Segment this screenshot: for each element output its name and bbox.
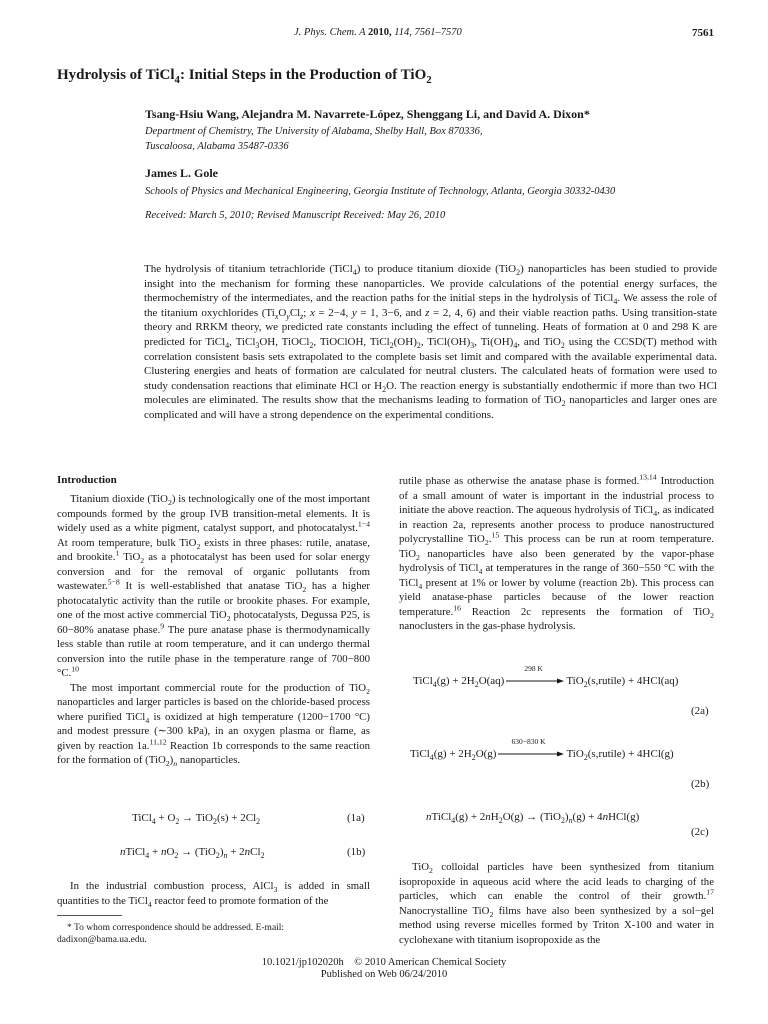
affiliation-1: Department of Chemistry, The University of Alabama, Shelby Hall, Box 870336, Tuscaloosa, Alabama 35487-0336 bbox=[145, 126, 483, 152]
footer-doi-line bbox=[0, 957, 768, 969]
received-dates: Received: March 5, 2010; Revised Manuscript Received: May 26, 2010 bbox=[145, 210, 446, 221]
affiliation-2: Schools of Physics and Mechanical Engineering, Georgia Institute of Technology, Atlanta, Georgia 30332-0430 bbox=[145, 186, 616, 197]
equation-2c-label: (2c) bbox=[691, 826, 709, 838]
arrow-condition-2b: 630−830 K bbox=[511, 737, 546, 747]
right-column-text bbox=[399, 474, 714, 634]
author-list-2: James L. Gole bbox=[145, 166, 218, 180]
equation-1a-label: (1a) bbox=[347, 812, 365, 824]
equation-2b-label: (2b) bbox=[691, 778, 710, 790]
right-paragraph-1: rutile phase as otherwise the anatase phase is formed.$^{13,14}$ Introduction of a small amount of water is important in the industrial process to initiate the above reaction. The aqueous hydrolysis of TiCl$_4$, as indicated in reaction 2a, represents another process to produce nanostructured polycrystalline TiO$_2$.$^{15}$ This process can be run at room temperature. TiO$_2$ nanoparticles have also been generated by the vapor-phase hydrolysis of TiCl$_4$ at temperatures in the range of 360−550 °C with the TiCl$_4$ present at 1% or lower by volume (reaction 2b). This process can yield anatase-phase particles because of the lower reaction temperature.$^{16}$ Reaction 2c represents the formation of TiO$_2$ nanoclusters in the gas-phase hydrolysis. bbox=[399, 472, 715, 632]
published-date: Published on Web 06/24/2010 bbox=[320, 969, 448, 980]
copyright: © 2010 American Chemical Society bbox=[354, 957, 507, 968]
journal-citation: J. Phys. Chem. A 2010, 114, 7561–7570 bbox=[294, 27, 462, 38]
intro-paragraph-2: The most important commercial route for the production of TiO$_2$ nanoparticles and larger particles is based on the chloride-based process where purified TiCl$_4$ is oxidized at high temperature (1200−1700 °C) and modest pressure (∼300 kPa), in an oxygen plasma or flame, as given by reaction 1a.$^{11,12}$ Reaction 1b corresponds to the same reaction for the formation of $(TiO_2)_n$ nanoparticles. bbox=[57, 681, 371, 769]
author-list-1: Tsang-Hsiu Wang, Alejandra M. Navarrete-López, Shenggang Li, and David A. Dixon* bbox=[145, 107, 590, 121]
reaction-arrow-2b bbox=[498, 737, 564, 758]
equation-2b: TiCl$_4$(g) + $2H_2O(g)$ 630−830 K TiO$_2$(s,rutile) + 4HCl(g) bbox=[410, 737, 674, 763]
abstract: The hydrolysis of titanium tetrachloride (TiCl$_4$) to produce titanium dioxide (TiO$_2$) nanoparticles has been studied to provide insight into the mechanism for forming these nanoparticles. We provide calculations of the potential energy surfaces, the thermochemistry of the intermediates, and the reaction paths for the initial steps in the hydrolysis of TiCl$_4$. We assess the role of the titanium oxychlorides ($Ti_xO_yCl_z$; x = 2−4, y = 1, 3−6, and z = 2, 4, 6) and their viable reaction paths. Using transition-state theory and RRKM theory, we predicted rate constants including the effect of tunneling. Heats of formation at 0 and 298 K are predicted for TiCl$_4$, TiCl$_3$OH, TiOCl$_2$, TiOClOH, $TiCl_2(OH)_2$, $TiCl(OH)_3$, $Ti(OH)_4$, and TiO$_2$ using the CCSD(T) method with correlation consistent basis sets extrapolated to the complete basis set limit and compared with the available experimental data. Clustering energies and heats of formation are calculated for neutral clusters. The calculated heats of formation were used to study condensation reactions that eliminate HCl or $H_2O$. The reaction energy is substantially endothermic if more than two HCl molecules are eliminated. The results show that the mechanisms leading to formation of TiO$_2$ nanoparticles and larger ones are complicated and will have a strong dependence on the experimental conditions. bbox=[144, 263, 718, 421]
reaction-arrow-2a bbox=[506, 664, 564, 685]
equation-2a-label: (2a) bbox=[691, 705, 709, 717]
doi: 10.1021/jp102020h bbox=[261, 957, 344, 968]
equation-2c: nTiCl$_4$(g) + $2nH_2O(g) \to (TiO_2)_n(g)$ + 4nHCl(g) bbox=[426, 811, 640, 826]
section-heading-introduction: Introduction bbox=[57, 474, 117, 486]
correspondence-footnote: * To whom correspondence should be addressed. E-mail: dadixon@bama.ua.edu. bbox=[57, 923, 285, 945]
page-number: 7561 bbox=[692, 27, 714, 39]
article-title: Hydrolysis of TiCl$_4$: Initial Steps in the Production of TiO$_2$ bbox=[57, 67, 432, 86]
right-paragraph-2: TiO$_2$ colloidal particles have been synthesized from titanium isopropoxide in aqueous acid where the acid leads to charging of the particles, which can enable the control of their growth.$^{17}$ Nanocrystalline TiO$_2$ films have also been synthesized by a sol−gel method using reverse micelles formed by Triton X-100 and water in cyclohexane with titanium isopropoxide as the bbox=[399, 861, 714, 946]
intro-paragraph-3: In the industrial combustion process, AlCl$_3$ is added in small quantities to the TiCl$_4$ reactor feed to promote formation of the bbox=[57, 880, 370, 909]
equation-1a: TiCl$_4$ + $O_2 \to TiO_2(s) + 2Cl_2$ bbox=[132, 812, 261, 827]
equation-2a: TiCl$_4$(g) + $2H_2O(aq)$ 298 K TiO$_2$(s,rutile) + 4HCl(aq) bbox=[413, 664, 679, 690]
equation-1b-label: (1b) bbox=[347, 846, 366, 858]
running-header bbox=[0, 27, 768, 41]
intro-paragraph-1: Titanium dioxide (TiO$_2$) is technologically one of the most important compounds formed by the group IVB transition-metal elements. It is widely used as a white pigment, catalyst support, and photocatalyst.$^{1-4}$ At room temperature, bulk TiO$_2$ exists in three phases: rutile, anatase, and brookite.$^1$ TiO$_2$ as a photocatalyst has been used for solar energy conversion and for the removal of organic pollutants from wastewater.$^{5-8}$ It is well-established that anatase TiO$_2$ has a higher photocatalytic activity than the rutile or brookite phases. For example, one of the most active commercial TiO$_2$ photocatalysts, Degussa P25, is 60−80% anatase phase.$^9$ The pure anatase phase is thermodynamically less stable than rutile at room temperature, and it can undergo thermal conversion into the rutile phase in the temperature range of 700−800 °C.$^{10}$ bbox=[57, 493, 370, 679]
footnote-rule bbox=[57, 915, 122, 916]
page-footer bbox=[0, 957, 768, 981]
equation-1b: nTiCl$_4$ + $nO_2 \to (TiO_2)_n + 2nCl_2$ bbox=[120, 846, 265, 861]
arrow-condition-2a: 298 K bbox=[524, 664, 543, 674]
left-column-text bbox=[57, 492, 370, 768]
